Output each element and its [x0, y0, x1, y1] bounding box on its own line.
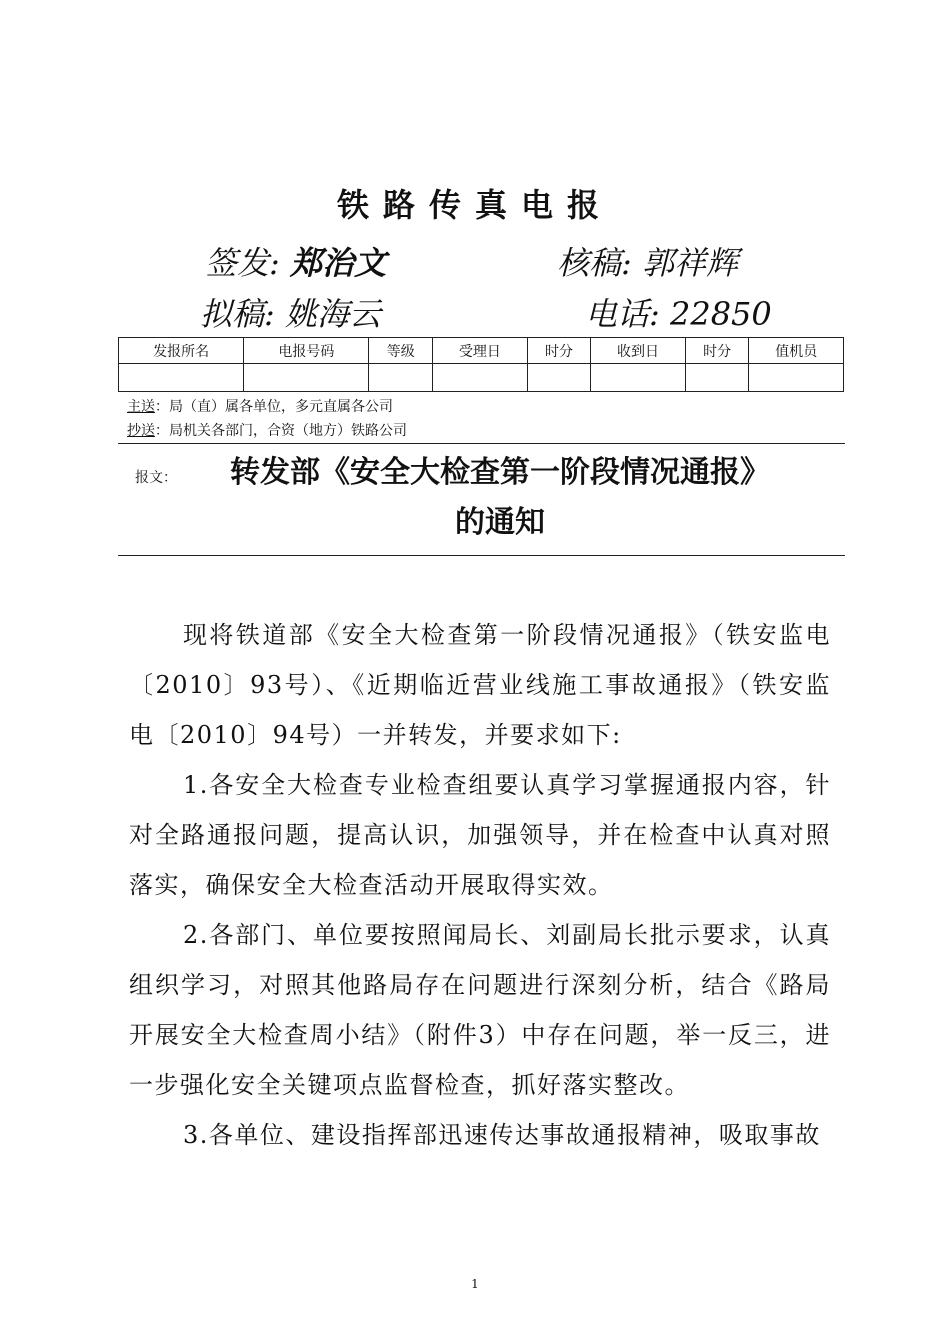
reviewer-label: 核稿:	[557, 244, 632, 282]
reviewer-line	[557, 243, 738, 283]
main-recipients-text: ：局（直）属各单位，多元直属各公司	[155, 399, 393, 415]
signer-line	[205, 243, 386, 283]
drafter-name: 姚海云	[284, 295, 381, 333]
signer-label: 签发:	[205, 244, 280, 282]
table-header-row	[119, 338, 844, 364]
cell-receive-time	[685, 364, 749, 392]
subject-line-2: 的通知	[455, 505, 545, 540]
copy-recipients	[127, 421, 407, 441]
cell-accept-time	[527, 364, 591, 392]
col-operator: 值机员	[749, 338, 844, 364]
col-receive-time: 时分	[685, 338, 749, 364]
copy-recipients-text: ：局机关各部门，合资（地方）铁路公司	[155, 423, 407, 439]
signer-name: 郑治文	[289, 244, 386, 282]
divider-bottom	[118, 555, 845, 556]
cell-receive-date	[591, 364, 685, 392]
body-item-2: 2.各部门、单位要按照闻局长、刘副局长批示要求，认真组织学习，对照其他路局存在问题进行深刻分析，结合《路局开展安全大检查周小结》（附件3）中存在问题，举一反三，进一步强化安全关键项点监督检查，抓好落实整改。	[129, 921, 831, 1099]
drafter-label: 拟稿:	[200, 295, 275, 333]
col-telegram-number: 电报号码	[244, 338, 369, 364]
subject-line-1: 转发部《安全大检查第一阶段情况通报》	[230, 455, 770, 490]
message-label: 报文：	[135, 470, 177, 486]
cell-priority	[369, 364, 433, 392]
telegraph-info-table	[118, 337, 844, 392]
col-priority: 等级	[369, 338, 433, 364]
body-item-3: 3.各单位、建设指挥部迅速传达事故通报精神，吸取事故	[183, 1121, 821, 1149]
drafter-line	[200, 294, 381, 334]
copy-recipients-label: 抄送	[127, 423, 155, 439]
cell-accept-date	[433, 364, 527, 392]
phone-line	[585, 294, 772, 334]
col-accept-date: 受理日	[433, 338, 527, 364]
main-recipients	[127, 397, 393, 417]
message-subject	[180, 448, 820, 548]
cell-telegram-number	[244, 364, 369, 392]
cell-operator	[749, 364, 844, 392]
phone-number: 22850	[669, 295, 772, 333]
col-receive-date: 收到日	[591, 338, 685, 364]
divider-top	[118, 443, 845, 444]
col-station: 发报所名	[119, 338, 244, 364]
document-title: 铁路传真电报	[336, 186, 613, 224]
table-row	[119, 364, 844, 392]
main-recipients-label: 主送	[127, 399, 155, 415]
cell-station	[119, 364, 244, 392]
body-text	[129, 610, 831, 1160]
phone-label: 电话:	[585, 295, 660, 333]
body-intro: 现将铁道部《安全大检查第一阶段情况通报》（铁安监电〔2010〕93号）、《近期临近营业线施工事故通报》（铁安监电〔2010〕94号）一并转发，并要求如下:	[129, 621, 831, 749]
reviewer-name: 郭祥辉	[641, 244, 738, 282]
body-item-1: 1.各安全大检查专业检查组要认真学习掌握通报内容，针对全路通报问题，提高认识，加强领导，并在检查中认真对照落实，确保安全大检查活动开展取得实效。	[129, 771, 831, 899]
col-accept-time: 时分	[527, 338, 591, 364]
page-number: 1	[471, 1277, 479, 1291]
